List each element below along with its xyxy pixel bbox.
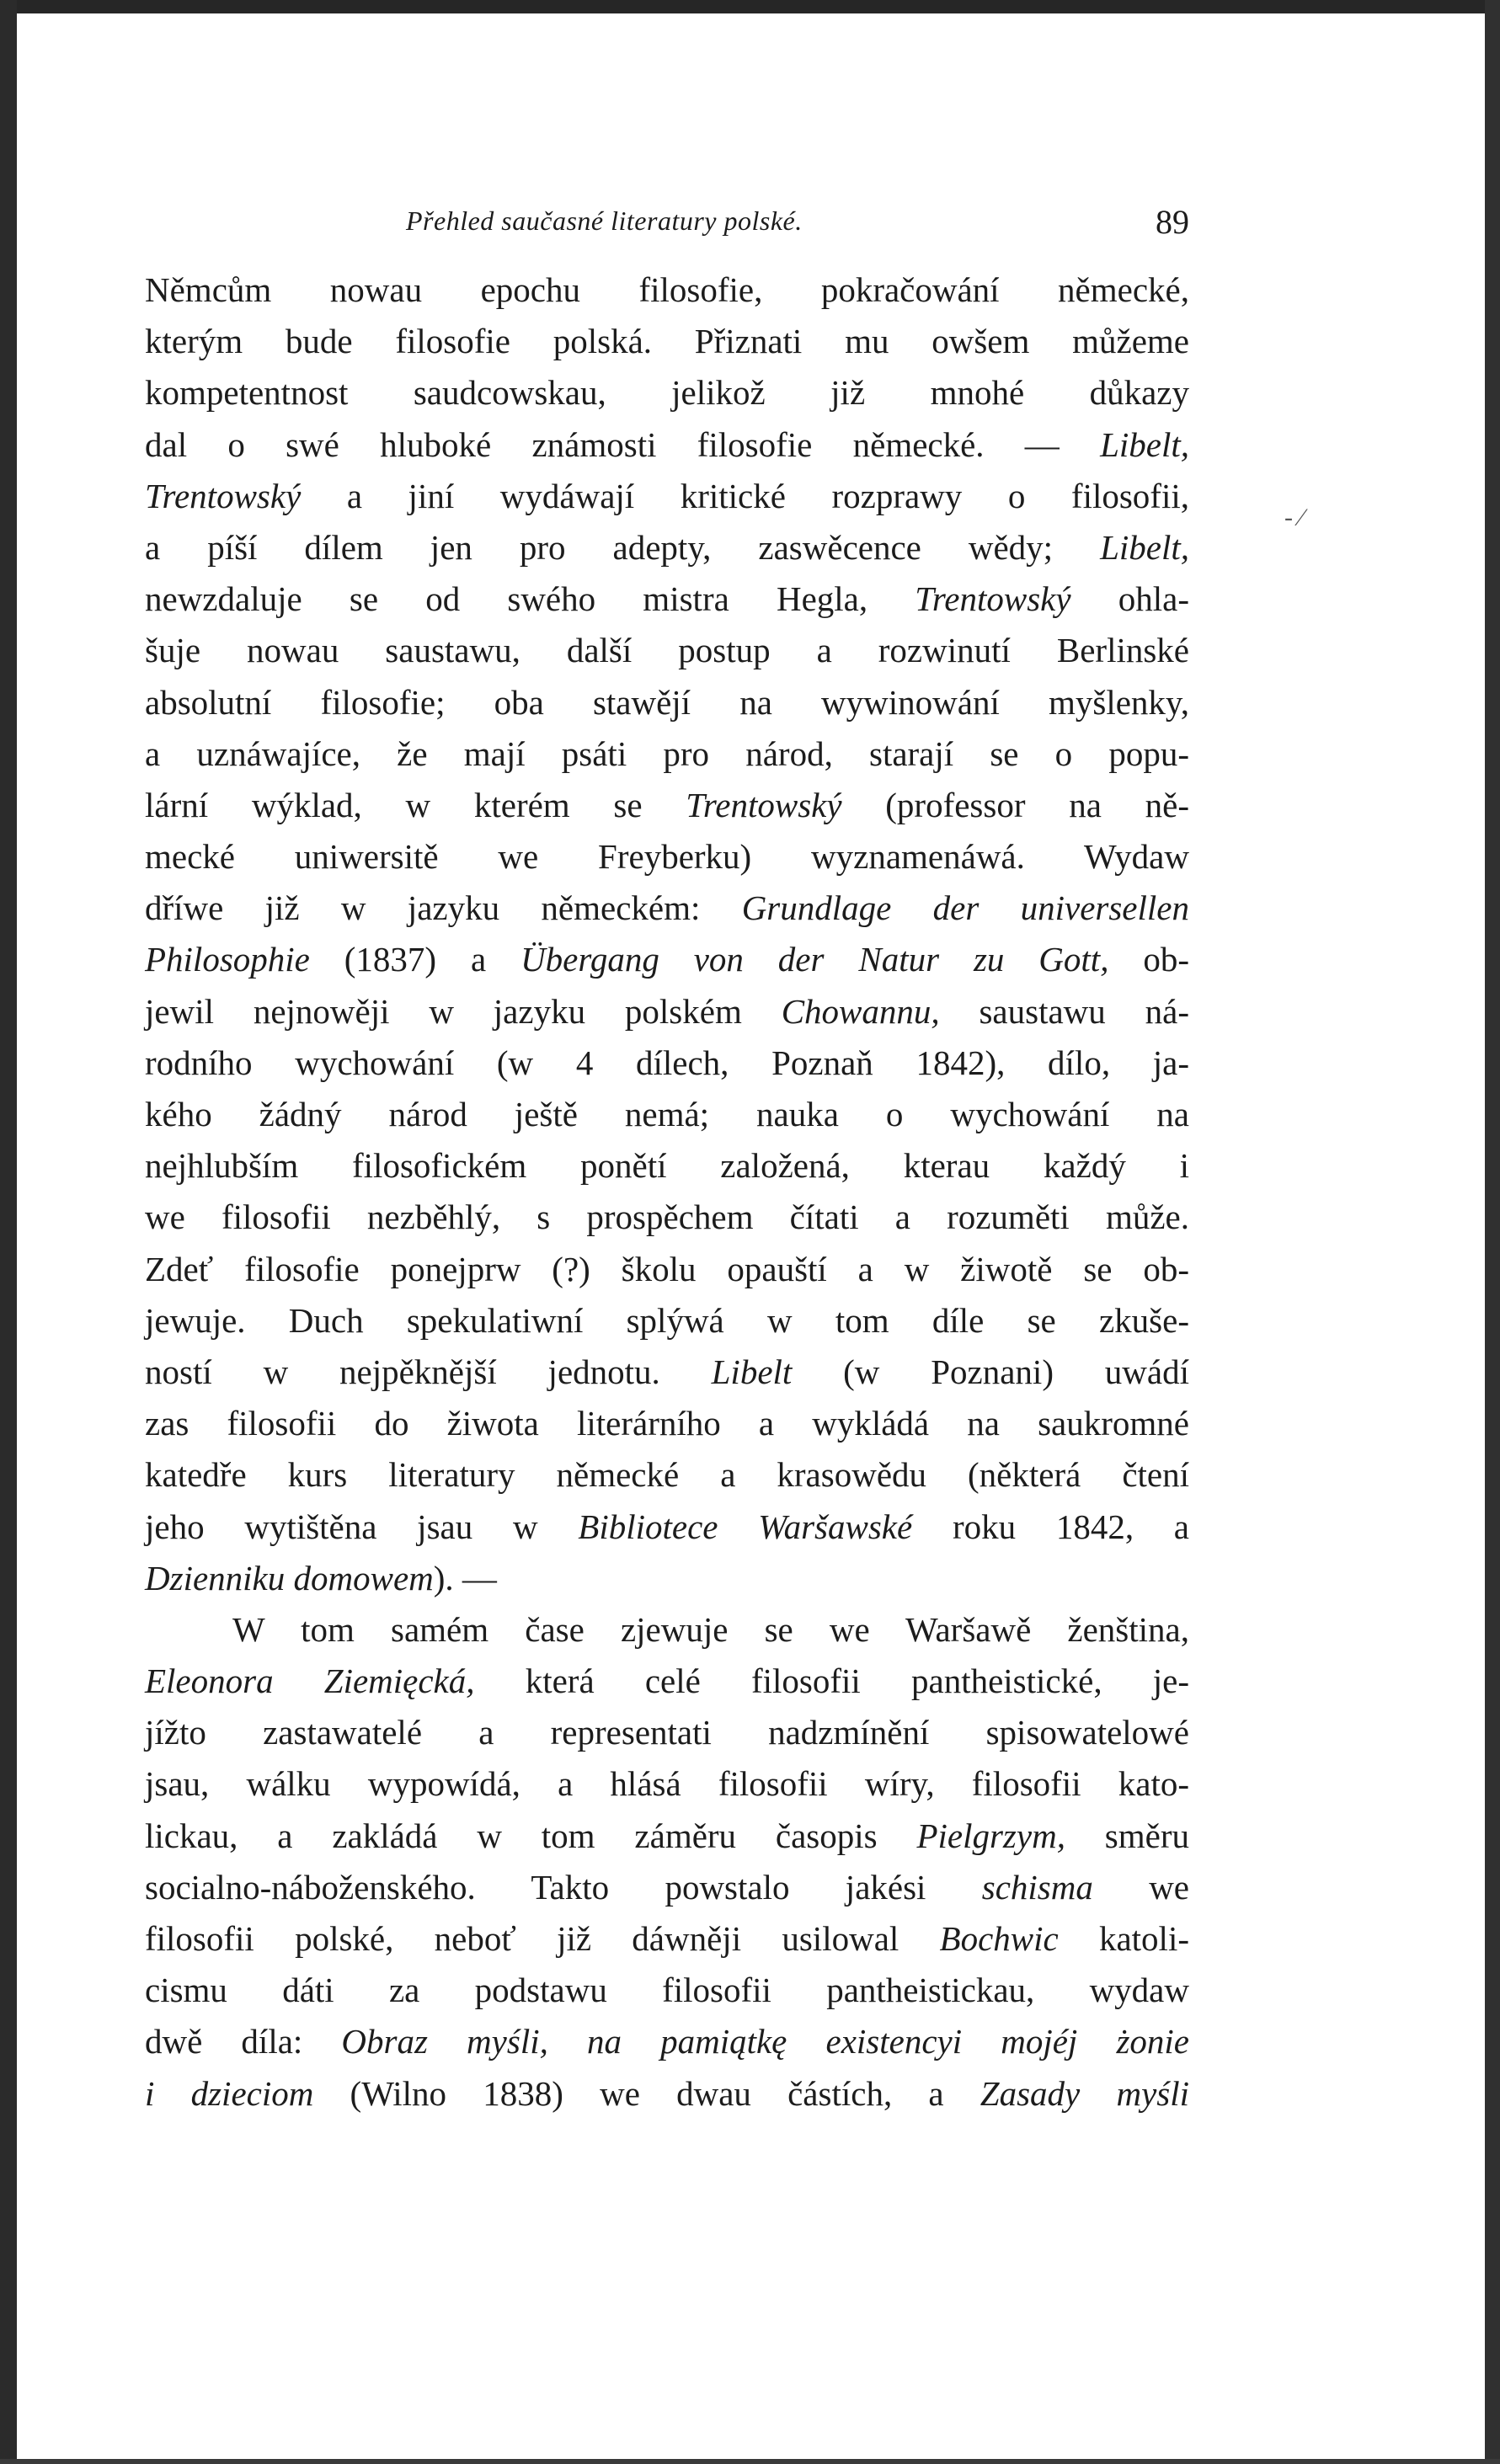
italic-text-segment: Dzienniku domowem (145, 1558, 434, 1597)
italic-text-segment: Obraz myśli, na pamiątkę existencyi mojéj żonie (341, 2022, 1189, 2061)
text-line (145, 986, 1189, 1037)
text-segment: W tom samém čase zjewuje se we Waršawě ženština, (232, 1609, 1189, 1649)
text-segment: jsau, wálku wypowídá, a hlásá filosofii wíry, filosofii kato- (145, 1764, 1189, 1804)
italic-text-segment: Trentowský (145, 476, 302, 515)
text-segment: dříwe již w jazyku německém: (145, 888, 742, 928)
text-segment: jewuje. Duch spekulatiwní splýwá w tom díle se zkuše- (145, 1300, 1189, 1340)
text-segment: (1837) a (309, 940, 521, 979)
text-line (145, 831, 1189, 883)
text-segment: lární wýklad, w kterém se (145, 785, 686, 824)
italic-text-segment: Grundlage der universellen (741, 888, 1189, 928)
italic-text-segment: Bibliotece Waršawské (578, 1507, 913, 1546)
text-segment: mecké uniwersitě we Freyberku) wyznamenáwá. Wydaw (145, 837, 1189, 877)
text-segment: ob- (1108, 940, 1190, 979)
text-line (145, 1862, 1189, 1913)
text-segment: katedře kurs literatury německé a krasowědu (některá čtení (145, 1455, 1189, 1495)
italic-text-segment: Trentowský (686, 785, 842, 824)
text-line (145, 1295, 1189, 1347)
text-segment: rodního wychowání (w 4 dílech, Poznaň 1842), dílo, ja- (145, 1043, 1189, 1082)
text-line (145, 1037, 1189, 1089)
italic-text-segment: Philosophie (145, 940, 310, 979)
text-line (145, 780, 1189, 831)
text-line (145, 419, 1189, 471)
text-segment: jížto zastawatelé a representati nadzmínění spisowatelowé (145, 1713, 1189, 1752)
text-segment: kého žádný národ ještě nemá; nauka o wychowání na (145, 1095, 1189, 1133)
text-line (145, 1140, 1189, 1192)
italic-text-segment: i dzieciom (145, 2073, 314, 2113)
text-line (145, 1192, 1189, 1243)
text-line (145, 1449, 1189, 1501)
italic-text-segment: Pielgrzym, (916, 1816, 1065, 1855)
text-line (145, 1811, 1189, 1862)
text-line (145, 1347, 1189, 1398)
text-segment: socialno-náboženského. Takto powstalo jakési (145, 1867, 982, 1907)
scan-border-right (1485, 0, 1500, 2464)
italic-text-segment: schisma (981, 1867, 1093, 1907)
text-line (145, 1913, 1189, 1965)
text-segment: ). — (433, 1558, 497, 1597)
text-segment: ohla- (1070, 579, 1189, 619)
text-segment: absolutní filosofie; oba stawějí na wywinowání myšlenky, (145, 682, 1189, 722)
page-content (145, 199, 1189, 2120)
text-segment: dwě díla: (145, 2022, 342, 2061)
text-line (145, 1758, 1189, 1810)
text-segment: we (1092, 1867, 1189, 1907)
scan-border-top (0, 0, 1500, 13)
text-line (145, 522, 1189, 573)
body-text (145, 264, 1189, 2120)
text-line (145, 1553, 1189, 1604)
text-segment: newzdaluje se od swého mistra Hegla, (145, 579, 915, 619)
text-segment: cismu dáti za podstawu filosofii pantheistickau, wydaw (145, 1971, 1189, 2010)
margin-pencil-mark: - ⁄ (1284, 504, 1304, 531)
scan-border-left (0, 0, 17, 2464)
text-segment: Zdeť filosofie ponejprw (?) školu opauští a w žiwotě se ob- (145, 1249, 1189, 1288)
italic-text-segment: Eleonora Ziemięcká, (145, 1661, 475, 1701)
text-line (145, 883, 1189, 934)
italic-text-segment: Libelt, (1100, 527, 1189, 567)
italic-text-segment: Chowannu, (781, 991, 940, 1031)
text-segment: a jiní wydáwají kritické rozprawy o filosofii, (301, 476, 1189, 515)
text-segment: zas filosofii do žiwota literárního a wykládá na saukromné (145, 1404, 1189, 1443)
text-segment: (Wilno 1838) we dwau částích, a (313, 2073, 980, 2113)
text-line (145, 1707, 1189, 1758)
running-head (145, 199, 1189, 248)
text-segment: a píší dílem jen pro adepty, zaswěcence wědy; (145, 527, 1101, 567)
text-segment: saustawu ná- (939, 991, 1189, 1031)
text-segment: šuje nowau saustawu, další postup a rozwinutí Berlinské (145, 631, 1189, 670)
italic-text-segment: Übergang von der Natur zu Gott, (520, 940, 1109, 979)
page-number: 89 (1156, 203, 1189, 241)
text-segment: směru (1065, 1816, 1189, 1855)
text-segment: která celé filosofii pantheistické, je- (474, 1661, 1189, 1701)
italic-text-segment: Trentowský (915, 579, 1071, 619)
text-segment: ností w nejpěknější jednotu. (145, 1352, 712, 1391)
text-line (145, 677, 1189, 728)
text-line (145, 2068, 1189, 2120)
italic-text-segment: Libelt, (1100, 424, 1189, 464)
text-line (145, 471, 1189, 522)
text-segment: katoli- (1058, 1919, 1189, 1958)
italic-text-segment: Libelt (711, 1352, 793, 1391)
italic-text-segment: Zasady myśli (980, 2073, 1189, 2113)
text-segment: nejhlubším filosofickém ponětí založená, kterau každý i (145, 1146, 1189, 1186)
text-line (145, 1089, 1189, 1140)
text-segment: jewil nejnowěji w jazyku polském (145, 991, 782, 1031)
scan-border-bottom (0, 2459, 1500, 2464)
text-line (145, 625, 1189, 676)
text-line (145, 1965, 1189, 2016)
text-line (145, 573, 1189, 625)
text-segment: lickau, a zakládá w tom záměru časopis (145, 1816, 917, 1855)
text-segment: roku 1842, a (912, 1507, 1189, 1546)
text-line (145, 316, 1189, 367)
text-segment: dal o swé hluboké známosti filosofie německé. — (145, 424, 1101, 464)
text-line (145, 934, 1189, 985)
text-line (145, 1501, 1189, 1553)
text-line (145, 728, 1189, 780)
text-segment: kompetentnost saudcowskau, jelikož již mnohé důkazy (145, 373, 1189, 413)
text-line (145, 1398, 1189, 1449)
running-title: Přehled saučasné literatury polské. (406, 205, 803, 236)
text-segment: (w Poznani) uwádí (792, 1352, 1189, 1391)
text-segment: jeho wytištěna jsau w (145, 1507, 579, 1546)
text-segment: (professor na ně- (841, 785, 1189, 824)
text-line (145, 1656, 1189, 1707)
text-line (145, 1604, 1189, 1656)
text-segment: Němcům nowau epochu filosofie, pokračowání německé, (145, 270, 1189, 309)
text-line (145, 264, 1189, 316)
text-segment: kterým bude filosofie polská. Přiznati mu owšem můžeme (145, 322, 1189, 361)
text-line (145, 1244, 1189, 1295)
italic-text-segment: Bochwic (939, 1919, 1059, 1958)
text-segment: a uznáwajíce, že mají psáti pro národ, starají se o popu- (145, 733, 1189, 773)
text-line (145, 2016, 1189, 2067)
text-segment: filosofii polské, neboť již dáwněji usilowal (145, 1919, 940, 1958)
text-line (145, 367, 1189, 419)
text-segment: we filosofii nezběhlý, s prospěchem čítati a rozuměti může. (145, 1197, 1189, 1237)
